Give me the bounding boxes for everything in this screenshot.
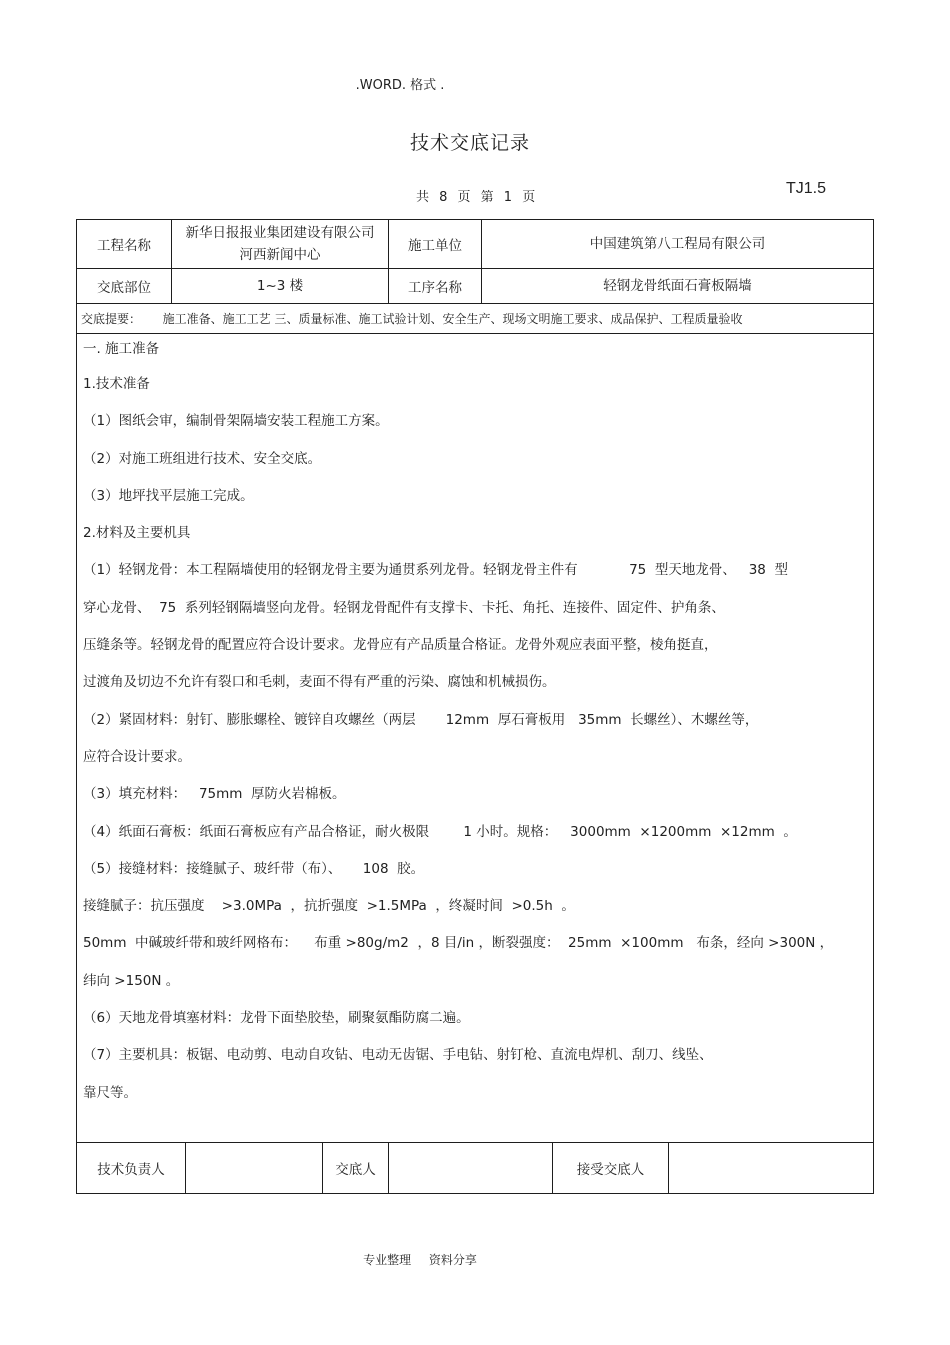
content-line: （7）主要机具：板锯、电动剪、电动自攻钻、电动无齿锯、手电钻、射钉枪、直流电焊机、刮刀、线坠、	[83, 1047, 713, 1064]
footer-note: 专业整理 资料分享	[363, 1253, 477, 1267]
content-line: 接缝腻子：抗压强度 >3.0MPa ，抗折强度 >1.5MPa ，终凝时间 >0.5h 。	[83, 898, 575, 915]
content-line: （3）填充材料： 75mm 厚防火岩棉板。	[83, 786, 346, 803]
disclosure-record-table	[76, 219, 874, 1194]
briefer-value[interactable]	[389, 1143, 553, 1194]
summary-row	[77, 304, 874, 334]
content-line: （6）天地龙骨填塞材料：龙骨下面垫胶垫，刷聚氨酯防腐二遍。	[83, 1010, 470, 1027]
tech-lead-value[interactable]	[186, 1143, 323, 1194]
content-line: （2）紧固材料：射钉、膨胀螺栓、镀锌自攻螺丝（两层 12mm 厚石膏板用 35mm 长螺丝）、木螺丝等，	[83, 711, 759, 728]
content-line: 穿心龙骨、 75 系列轻钢隔墙竖向龙骨。轻钢龙骨配件有支撑卡、卡托、角托、连接件、固定件、护角条、	[83, 599, 725, 616]
content-row	[77, 334, 874, 1143]
content-line: （4）纸面石膏板：纸面石膏板应有产品合格证，耐火极限 1 小时。规格： 3000mm ×1200mm ×12mm 。	[83, 823, 797, 840]
content-line: 一. 施工准备	[83, 341, 160, 357]
content-line: 2.材料及主要机具	[83, 525, 191, 542]
content-line: 纬向 >150N 。	[83, 972, 180, 989]
signature-row	[77, 1143, 874, 1194]
content-line: 靠尺等。	[83, 1084, 137, 1101]
project-row	[77, 220, 874, 269]
content-line: 50mm 中碱玻纤带和玻纤网格布： 布重 >80g/m2 ，8 目/in ，断裂强度： 25mm ×100mm 布条，经向 >300N ，	[83, 935, 834, 952]
location-value: 1~3 楼	[172, 269, 389, 304]
content-line: 应符合设计要求。	[83, 748, 191, 765]
summary-cell	[77, 304, 874, 334]
summary-label: 交底提要：	[81, 312, 142, 326]
header-note: .WORD. 格式 .	[355, 78, 445, 93]
tech-lead-label: 技术负责人	[77, 1143, 186, 1194]
content-line: （1）图纸会审，编制骨架隔墙安装工程施工方案。	[83, 413, 389, 430]
location-label: 交底部位	[77, 269, 172, 304]
document-title: 技术交底记录	[409, 132, 530, 154]
content-line: 过渡角及切边不允许有裂口和毛刺，麦面不得有严重的污染、腐蚀和机械损伤。	[83, 674, 556, 691]
receiver-value[interactable]	[669, 1143, 874, 1194]
contractor-value: 中国建筑第八工程局有限公司	[482, 220, 874, 269]
page-info: 共 8 页 第 1 页	[416, 190, 536, 205]
document-code: TJ1.5	[786, 180, 827, 197]
process-label: 工序名称	[389, 269, 482, 304]
project-name-label: 工程名称	[77, 220, 172, 269]
project-name-line1: 新华日报报业集团建设有限公司	[185, 225, 375, 241]
content-line: （3）地坪找平层施工完成。	[83, 487, 254, 504]
receiver-label: 接受交底人	[553, 1143, 669, 1194]
summary-value: 施工准备、施工工艺 三、质量标准、施工试验计划、安全生产、现场文明施工要求、成品保护、工程质量验收	[162, 312, 743, 326]
content-line: 1.技术准备	[83, 376, 150, 392]
process-value: 轻钢龙骨纸面石膏板隔墙	[482, 269, 874, 304]
content-line: （5）接缝材料：接缝腻子、玻纤带（布）、 108 胶。	[83, 860, 425, 877]
project-name-value	[172, 220, 389, 269]
location-row	[77, 269, 874, 304]
contractor-label: 施工单位	[389, 220, 482, 269]
content-cell	[77, 334, 874, 1143]
content-line: （1）轻钢龙骨：本工程隔墙使用的轻钢龙骨主要为通贯系列龙骨。轻钢龙骨主件有 75 型天地龙骨、 38 型	[83, 562, 788, 579]
content-line: （2）对施工班组进行技术、安全交底。	[83, 450, 322, 467]
briefer-label: 交底人	[323, 1143, 389, 1194]
project-name-line2: 河西新闻中心	[239, 247, 321, 263]
content-line: 压缝条等。轻钢龙骨的配置应符合设计要求。龙骨应有产品质量合格证。龙骨外观应表面平整，棱角挺直，	[83, 637, 718, 654]
